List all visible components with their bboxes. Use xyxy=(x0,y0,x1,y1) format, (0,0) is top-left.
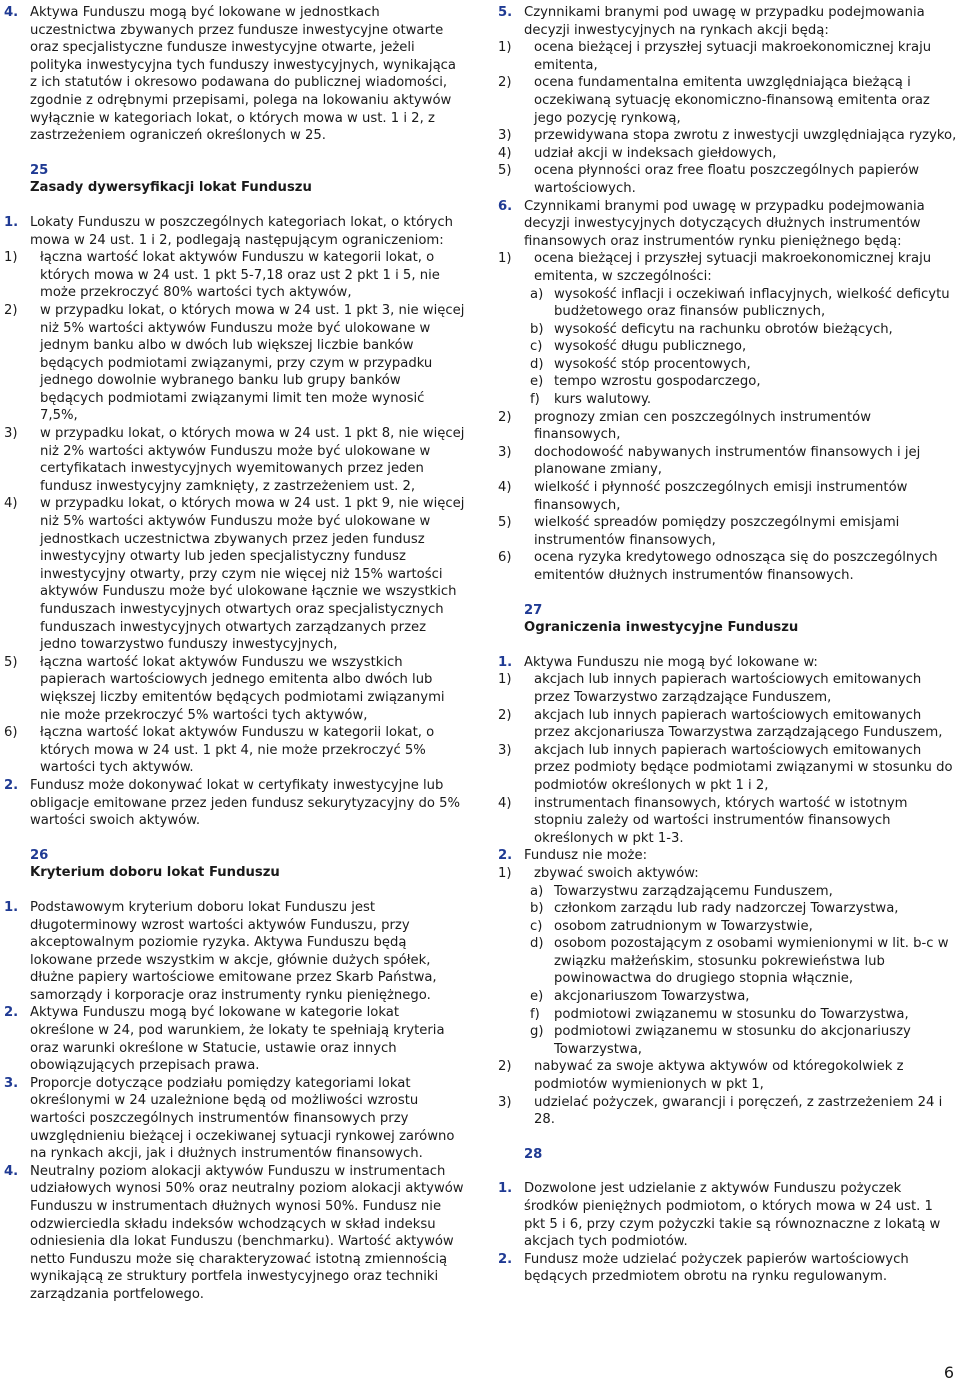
paragraph-number: 4. xyxy=(4,5,19,20)
item-text: osobom pozostającym z osobami wymienionymi w lit. b-c w związku małżeńskim, stosunku pokrewieństwa lub powinowactwa do drugiego stopnia włącznie, xyxy=(554,936,949,987)
item-text: wielkość spreadów pomiędzy poszczególnymi emisjami instrumentów finansowych, xyxy=(534,515,900,548)
section-title: Zasady dywersyfikacji lokat Funduszu xyxy=(30,180,312,196)
item-number: 3) xyxy=(498,742,512,758)
item-letter: a) xyxy=(530,883,544,899)
item-text: ocena bieżącej i przyszłej sytuacji makroekonomicznej kraju emitenta, xyxy=(534,40,932,73)
sublist-item xyxy=(498,321,958,339)
list-item xyxy=(498,145,958,163)
paragraph-6 xyxy=(498,198,958,251)
item-letter: e) xyxy=(530,374,544,390)
list-item xyxy=(498,742,958,795)
item-number: 4) xyxy=(498,480,512,496)
list-item xyxy=(4,495,466,653)
sublist-item xyxy=(498,286,958,321)
s28-paragraph-2 xyxy=(498,1251,958,1286)
sublist-item xyxy=(498,935,958,988)
item-text: udział akcji w indeksach giełdowych, xyxy=(534,145,777,161)
list-item xyxy=(498,549,958,584)
s26-paragraph-3 xyxy=(4,1075,466,1163)
s26-paragraph-2 xyxy=(4,1004,466,1074)
paragraph-number: 2. xyxy=(4,1005,19,1021)
s27-1-list xyxy=(498,671,958,847)
item-letter: a) xyxy=(530,286,544,302)
list-item xyxy=(4,425,466,495)
s26-paragraph-4 xyxy=(4,1163,466,1304)
item-text: osobom zatrudnionym w Towarzystwie, xyxy=(554,918,813,934)
item-text: akcjach lub innych papierach wartościowych emitowanych przez podmioty będące podmiotami związanymi w stosunku do podmiotów określonych w pkt 1 i 2, xyxy=(534,742,953,793)
list-item xyxy=(498,1094,958,1129)
item-text: w przypadku lokat, o których mowa w 24 ust. 1 pkt 3, nie więcej niż 5% wartości aktywów Funduszu może być ulokowane w jednym banku albo w dwóch lub większej liczbie banków będących podmiotami związanymi, przy czym w przypadku jednego dowolnie wybranego banku lub grupy banków będących podmiotami związanymi limit ten może wynosić 7,5%, xyxy=(40,302,465,424)
s27-2-sublist xyxy=(498,883,958,1059)
s25-paragraph-1 xyxy=(4,214,466,249)
item-text: instrumentach finansowych, których wartość w istotnym stopniu zależy od wartości instrumentów finansowych określonych w pkt 1-3. xyxy=(534,795,908,846)
list-item xyxy=(498,707,958,742)
list-item xyxy=(498,409,958,444)
paragraph-text: Fundusz nie może: xyxy=(524,848,648,864)
item-text: wysokość stóp procentowych, xyxy=(554,356,751,372)
list-item xyxy=(4,302,466,425)
item-number: 5) xyxy=(498,163,512,179)
paragraph-number: 1. xyxy=(4,899,19,915)
section-title: Kryterium doboru lokat Funduszu xyxy=(30,865,280,881)
paragraph-number: 1. xyxy=(498,654,513,670)
item-letter: b) xyxy=(530,321,544,337)
p5-list xyxy=(498,39,958,197)
item-text: ocena bieżącej i przyszłej sytuacji makroekonomicznej kraju emitenta, w szczególności: xyxy=(534,251,932,284)
paragraph-5 xyxy=(498,4,958,39)
list-item xyxy=(498,39,958,74)
list-item xyxy=(498,795,958,848)
section-title: Ograniczenia inwestycyjne Funduszu xyxy=(524,620,799,636)
item-number: 4) xyxy=(498,795,512,811)
paragraph-text: Aktywa Funduszu mogą być lokowane w kategorie lokat określone w 24, pod warunkiem, że lokaty te spełniają kryteria oraz warunki określone w Statucie, ustawie oraz innych obowiązujących przepisach prawa. xyxy=(30,1005,445,1074)
paragraph-number: 4. xyxy=(4,1163,19,1179)
item-letter: d) xyxy=(530,356,544,372)
item-text: podmiotowi związanemu w stosunku do Towarzystwa, xyxy=(554,1006,909,1022)
item-number: 6) xyxy=(4,725,18,741)
item-text: akcjonariuszom Towarzystwa, xyxy=(554,989,750,1005)
paragraph-text: Czynnikami branymi pod uwagę w przypadku podejmowania decyzji inwestycyjnych dotyczących dłużnych instrumentów finansowych oraz instrumentów rynku pieniężnego będą: xyxy=(524,198,925,249)
item-text: wysokość deficytu na rachunku obrotów bieżących, xyxy=(554,321,893,337)
right-column xyxy=(498,4,958,1286)
section-number: 25 xyxy=(30,162,49,178)
list-item xyxy=(4,724,466,777)
item-text: zbywać swoich aktywów: xyxy=(534,865,699,881)
item-text: łączna wartość lokat aktywów Funduszu w kategorii lokat, o których mowa w 24 ust. 1 pkt 5-7,18 oraz ust 2 pkt 1 i 5, nie może przekroczyć 80% wartości tych aktywów, xyxy=(40,250,440,301)
item-letter: d) xyxy=(530,936,544,952)
item-letter: e) xyxy=(530,989,544,1005)
s25-paragraph-2 xyxy=(4,777,466,830)
item-number: 3) xyxy=(498,1094,512,1110)
paragraph-number: 1. xyxy=(498,1181,513,1197)
sublist-item xyxy=(498,883,958,901)
item-number: 3) xyxy=(498,444,512,460)
item-number: 1) xyxy=(498,865,512,881)
sublist-item xyxy=(498,1006,958,1024)
item-number: 2) xyxy=(498,707,512,723)
list-item xyxy=(4,249,466,302)
list-item xyxy=(498,127,958,145)
list-item xyxy=(498,1058,958,1093)
item-text: udzielać pożyczek, gwarancji i poręczeń, z zastrzeżeniem 24 i 28. xyxy=(534,1094,943,1128)
item-number: 2) xyxy=(4,302,18,318)
item-text: członkom zarządu lub rady nadzorczej Towarzystwa, xyxy=(554,901,899,917)
item-number: 1) xyxy=(498,40,512,56)
s27-paragraph-1 xyxy=(498,654,958,672)
item-letter: c) xyxy=(530,918,543,934)
list-item xyxy=(498,250,958,285)
paragraph-text: Aktywa Funduszu nie mogą być lokowane w: xyxy=(524,654,818,670)
item-text: kurs walutowy. xyxy=(554,392,652,408)
paragraph-text: Fundusz może dokonywać lokat w certyfikaty inwestycyjne lub obligacje emitowane przez jeden fundusz sekurytyzacyjny do 5% wartości swoich aktywów. xyxy=(30,777,461,829)
paragraph-text: Czynnikami branymi pod uwagę w przypadku podejmowania decyzji inwestycyjnych na rynkach akcji będą: xyxy=(524,5,925,38)
item-text: wysokość inflacji i oczekiwań inflacyjnych, wielkość deficytu budżetowego oraz finansów publicznych, xyxy=(554,286,950,320)
item-letter: g) xyxy=(530,1024,544,1040)
item-number: 3) xyxy=(4,426,18,442)
list-item xyxy=(4,654,466,724)
item-text: ocena płynności oraz free floatu poszczególnych papierów wartościowych. xyxy=(534,163,919,196)
section-27-heading xyxy=(498,602,958,637)
item-text: tempo wzrostu gospodarczego, xyxy=(554,374,761,390)
paragraph-text: Lokaty Funduszu w poszczególnych kategoriach lokat, o których mowa w 24 ust. 1 i 2, podlegają następującym ograniczeniom: xyxy=(30,214,453,248)
item-text: wysokość długu publicznego, xyxy=(554,339,747,355)
item-text: dochodowość nabywanych instrumentów finansowych i jej planowane zmiany, xyxy=(534,444,921,478)
item-text: akcjach lub innych papierach wartościowych emitowanych przez Towarzystwo zarządzające Funduszem, xyxy=(534,672,922,705)
item-letter: f) xyxy=(530,1006,540,1022)
s25-1-list xyxy=(4,249,466,777)
left-column xyxy=(4,4,466,1304)
paragraph-number: 5. xyxy=(498,5,513,20)
page-number: 6 xyxy=(943,1363,954,1382)
sublist-item xyxy=(498,988,958,1006)
item-number: 2) xyxy=(498,1059,512,1075)
item-number: 1) xyxy=(4,250,18,266)
section-number: 28 xyxy=(524,1146,543,1162)
item-text: łączna wartość lokat aktywów Funduszu we wszystkich papierach wartościowych jednego emitenta albo dwóch lub większej liczby emitentów będących podmiotami związanymi nie może przekroczyć 5% wartości tych aktywów, xyxy=(40,654,445,723)
item-number: 5) xyxy=(498,515,512,531)
section-number: 26 xyxy=(30,847,49,863)
s26-paragraph-1 xyxy=(4,899,466,1005)
paragraph-number: 6. xyxy=(498,198,513,214)
item-text: ocena fundamentalna emitenta uwzględniająca bieżącą i oczekiwaną sytuację ekonomiczno-finansową emitenta oraz jego pozycję rynkową, xyxy=(534,75,930,126)
paragraph-number: 1. xyxy=(4,214,19,230)
list-item xyxy=(498,865,958,883)
paragraph-4 xyxy=(4,4,466,145)
paragraph-text: Aktywa Funduszu mogą być lokowane w jednostkach uczestnictwa zbywanych przez fundusze inwestycyjne otwarte oraz specjalistyczne fundusze inwestycyjne otwarte, jeżeli polityka inwestycyjna tych funduszy inwestycyjnych, wynikająca z ich statutów i okresowo podawana do publicznej wiadomości, zgodnie z odrębnymi przepisami, polega na lokowaniu aktywów wyłącznie w kategoriach lokat, o których mowa w ust. 1 i 2, z zastrzeżeniem ograniczeń określonych w 25. xyxy=(30,5,457,144)
list-item xyxy=(498,514,958,549)
sublist-item xyxy=(498,391,958,409)
paragraph-text: Proporcje dotyczące podziału pomiędzy kategoriami lokat określonymi w 24 uzależnione będą od możliwości wzrostu wartości poszczególnych instrumentów finansowych przy uwzględnieniu bieżącej i oczekiwanej sytuacji rynkowej zarówno na rynkach akcji, jak i dłużnych instrumentów finansowych. xyxy=(30,1075,455,1162)
paragraph-number: 2. xyxy=(498,1251,513,1267)
item-text: Towarzystwu zarządzającemu Funduszem, xyxy=(554,883,833,899)
item-text: łączna wartość lokat aktywów Funduszu w kategorii lokat, o których mowa w 24 ust. 1 pkt 4, nie może przekroczyć 5% wartości tych aktywów. xyxy=(40,725,435,776)
item-text: podmiotowi związanemu w stosunku do akcjonariuszy Towarzystwa, xyxy=(554,1024,911,1057)
item-number: 1) xyxy=(498,672,512,688)
sublist-item xyxy=(498,373,958,391)
item-number: 4) xyxy=(498,145,512,161)
item-text: przewidywana stopa zwrotu z inwestycji uwzględniająca ryzyko, xyxy=(534,128,957,144)
section-28-heading xyxy=(498,1146,958,1164)
item-text: wielkość i płynność poszczególnych emisji instrumentów finansowych, xyxy=(534,480,908,513)
section-25-heading xyxy=(4,162,466,197)
s28-paragraph-1 xyxy=(498,1180,958,1250)
item-number: 2) xyxy=(498,409,512,425)
item-letter: f) xyxy=(530,392,540,408)
section-26-heading xyxy=(4,847,466,882)
item-text: nabywać za swoje aktywa aktywów od któregokolwiek z podmiotów wymienionych w pkt 1, xyxy=(534,1059,904,1093)
item-number: 1) xyxy=(498,251,512,267)
list-item xyxy=(498,671,958,706)
item-text: w przypadku lokat, o których mowa w 24 ust. 1 pkt 9, nie więcej niż 5% wartości aktywów Funduszu może być ulokowane w jednostkach uczestnictwa zbywanych przez jeden fundusz inwestycyjny otwarty lub jeden specjalistyczny fundusz inwestycyjny otwarty, przy czym nie więcej niż 15% wartości aktywów Funduszu może być ulokowane łącznie we wszystkich funduszach inwestycyjnych otwartych oraz specjalistycznych funduszach inwestycyjnych otwartych zarządzanych przez jedno towarzystwo funduszy inwestycyjnych, xyxy=(40,496,465,653)
paragraph-number: 2. xyxy=(498,848,513,864)
p6-list xyxy=(498,409,958,585)
list-item xyxy=(498,479,958,514)
paragraph-text: Dozwolone jest udzielanie z aktywów Funduszu pożyczek środków pieniężnych podmiotom, o których mowa w 24 ust. 1 pkt 5 i 6, przy czym pożyczki takie są równoznaczne z lokatą w akcjach tych podmiotów. xyxy=(524,1181,941,1250)
item-number: 6) xyxy=(498,550,512,566)
sublist-item xyxy=(498,356,958,374)
p6-sublist xyxy=(498,286,958,409)
paragraph-number: 2. xyxy=(4,777,19,793)
item-number: 4) xyxy=(4,496,18,512)
sublist-item xyxy=(498,1023,958,1058)
s27-2-list xyxy=(498,1058,958,1128)
item-number: 3) xyxy=(498,128,512,144)
paragraph-number: 3. xyxy=(4,1075,19,1091)
list-item xyxy=(498,162,958,197)
item-text: akcjach lub innych papierach wartościowych emitowanych przez akcjonariusza Towarzystwa zarządzającego Funduszem, xyxy=(534,707,943,741)
s27-paragraph-2 xyxy=(498,847,958,865)
list-item xyxy=(498,444,958,479)
sublist-item xyxy=(498,900,958,918)
paragraph-text: Podstawowym kryterium doboru lokat Funduszu jest długoterminowy wzrost wartości aktywów Funduszu, przy akceptowalnym poziomie ryzyka. Aktywa Funduszu będą lokowane przede wszystkim w akcje, głównie dużych spółek, dłużne papiery wartościowe emitowane przez Skarb Państwa, samorządy i korporacje oraz instrumenty rynku pieniężnego. xyxy=(30,899,437,1003)
section-number: 27 xyxy=(524,602,543,618)
sublist-item xyxy=(498,338,958,356)
item-text: prognozy zmian cen poszczególnych instrumentów finansowych, xyxy=(534,409,872,443)
item-letter: b) xyxy=(530,901,544,917)
paragraph-text: Fundusz może udzielać pożyczek papierów wartościowych będących przedmiotem obrotu na rynku regulowanym. xyxy=(524,1251,909,1285)
list-item xyxy=(498,74,958,127)
item-text: w przypadku lokat, o których mowa w 24 ust. 1 pkt 8, nie więcej niż 2% wartości aktywów Funduszu może być ulokowane w certyfikatach inwestycyjnych wyemitowanych przez jeden fundusz inwestycyjny zamknięty, z zastrzeżeniem ust. 2, xyxy=(40,426,465,494)
item-number: 5) xyxy=(4,654,18,670)
item-letter: c) xyxy=(530,339,543,355)
paragraph-text: Neutralny poziom alokacji aktywów Funduszu w instrumentach udziałowych wynosi 50% oraz neutralny poziom alokacji aktywów Funduszu w instrumentach dłużnych wynosi 50%. Fundusz nie odzwierciedla składu indeksów wchodzących w skład indeksu odniesienia dla lokat Funduszu (benchmarku). Wartość aktywów netto Funduszu może się charakteryzować istotną zmiennością wynikającą ze struktury portfela inwestycyjnego oraz techniki zarządzania portfelowego. xyxy=(30,1163,464,1302)
item-number: 2) xyxy=(498,75,512,91)
item-text: ocena ryzyka kredytowego odnosząca się do poszczególnych emitentów dłużnych instrumentów finansowych. xyxy=(534,550,938,583)
sublist-item xyxy=(498,918,958,936)
